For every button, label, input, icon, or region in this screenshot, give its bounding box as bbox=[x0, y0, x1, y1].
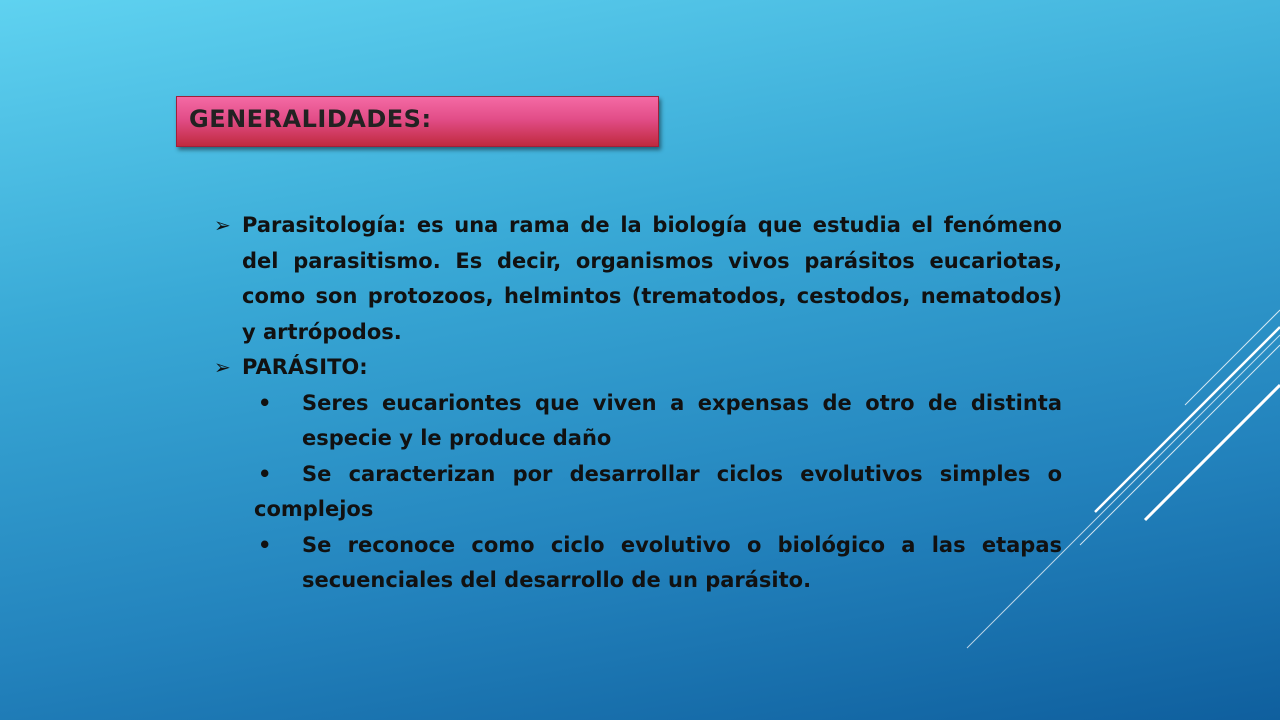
slide-title: GENERALIDADES: bbox=[189, 105, 432, 133]
list-item bbox=[214, 457, 1062, 528]
bullet-dot-icon: • bbox=[258, 390, 272, 415]
list-item bbox=[214, 350, 1062, 386]
parasito-point-3: Se reconoce como ciclo evolutivo o biológico a las etapas secuenciales del desarrollo de un parásito. bbox=[302, 532, 1062, 592]
heading-parasito: PARÁSITO: bbox=[242, 355, 368, 379]
bullet-dot-icon: • bbox=[258, 461, 272, 486]
list-item bbox=[214, 528, 1062, 599]
arrow-bullet-icon: ➢ bbox=[214, 355, 231, 379]
title-box bbox=[176, 96, 659, 147]
list-item bbox=[214, 208, 1062, 350]
definition-parasitologia: Parasitología: es una rama de la biología que estudia el fenómeno del parasitismo. Es decir, organismos vivos parásitos eucariotas, como son protozoos, helmintos (trematodos, cestodos, nematodos) y artrópodos. bbox=[242, 213, 1062, 344]
arrow-bullet-icon: ➢ bbox=[214, 213, 231, 237]
slide-content bbox=[214, 208, 1062, 599]
parasito-point-2: Se caracterizan por desarrollar ciclos evolutivos simples o complejos bbox=[254, 461, 1062, 521]
bullet-dot-icon: • bbox=[258, 532, 272, 557]
list-item bbox=[214, 386, 1062, 457]
parasito-point-1: Seres eucariontes que viven a expensas de otro de distinta especie y le produce daño bbox=[302, 390, 1062, 450]
